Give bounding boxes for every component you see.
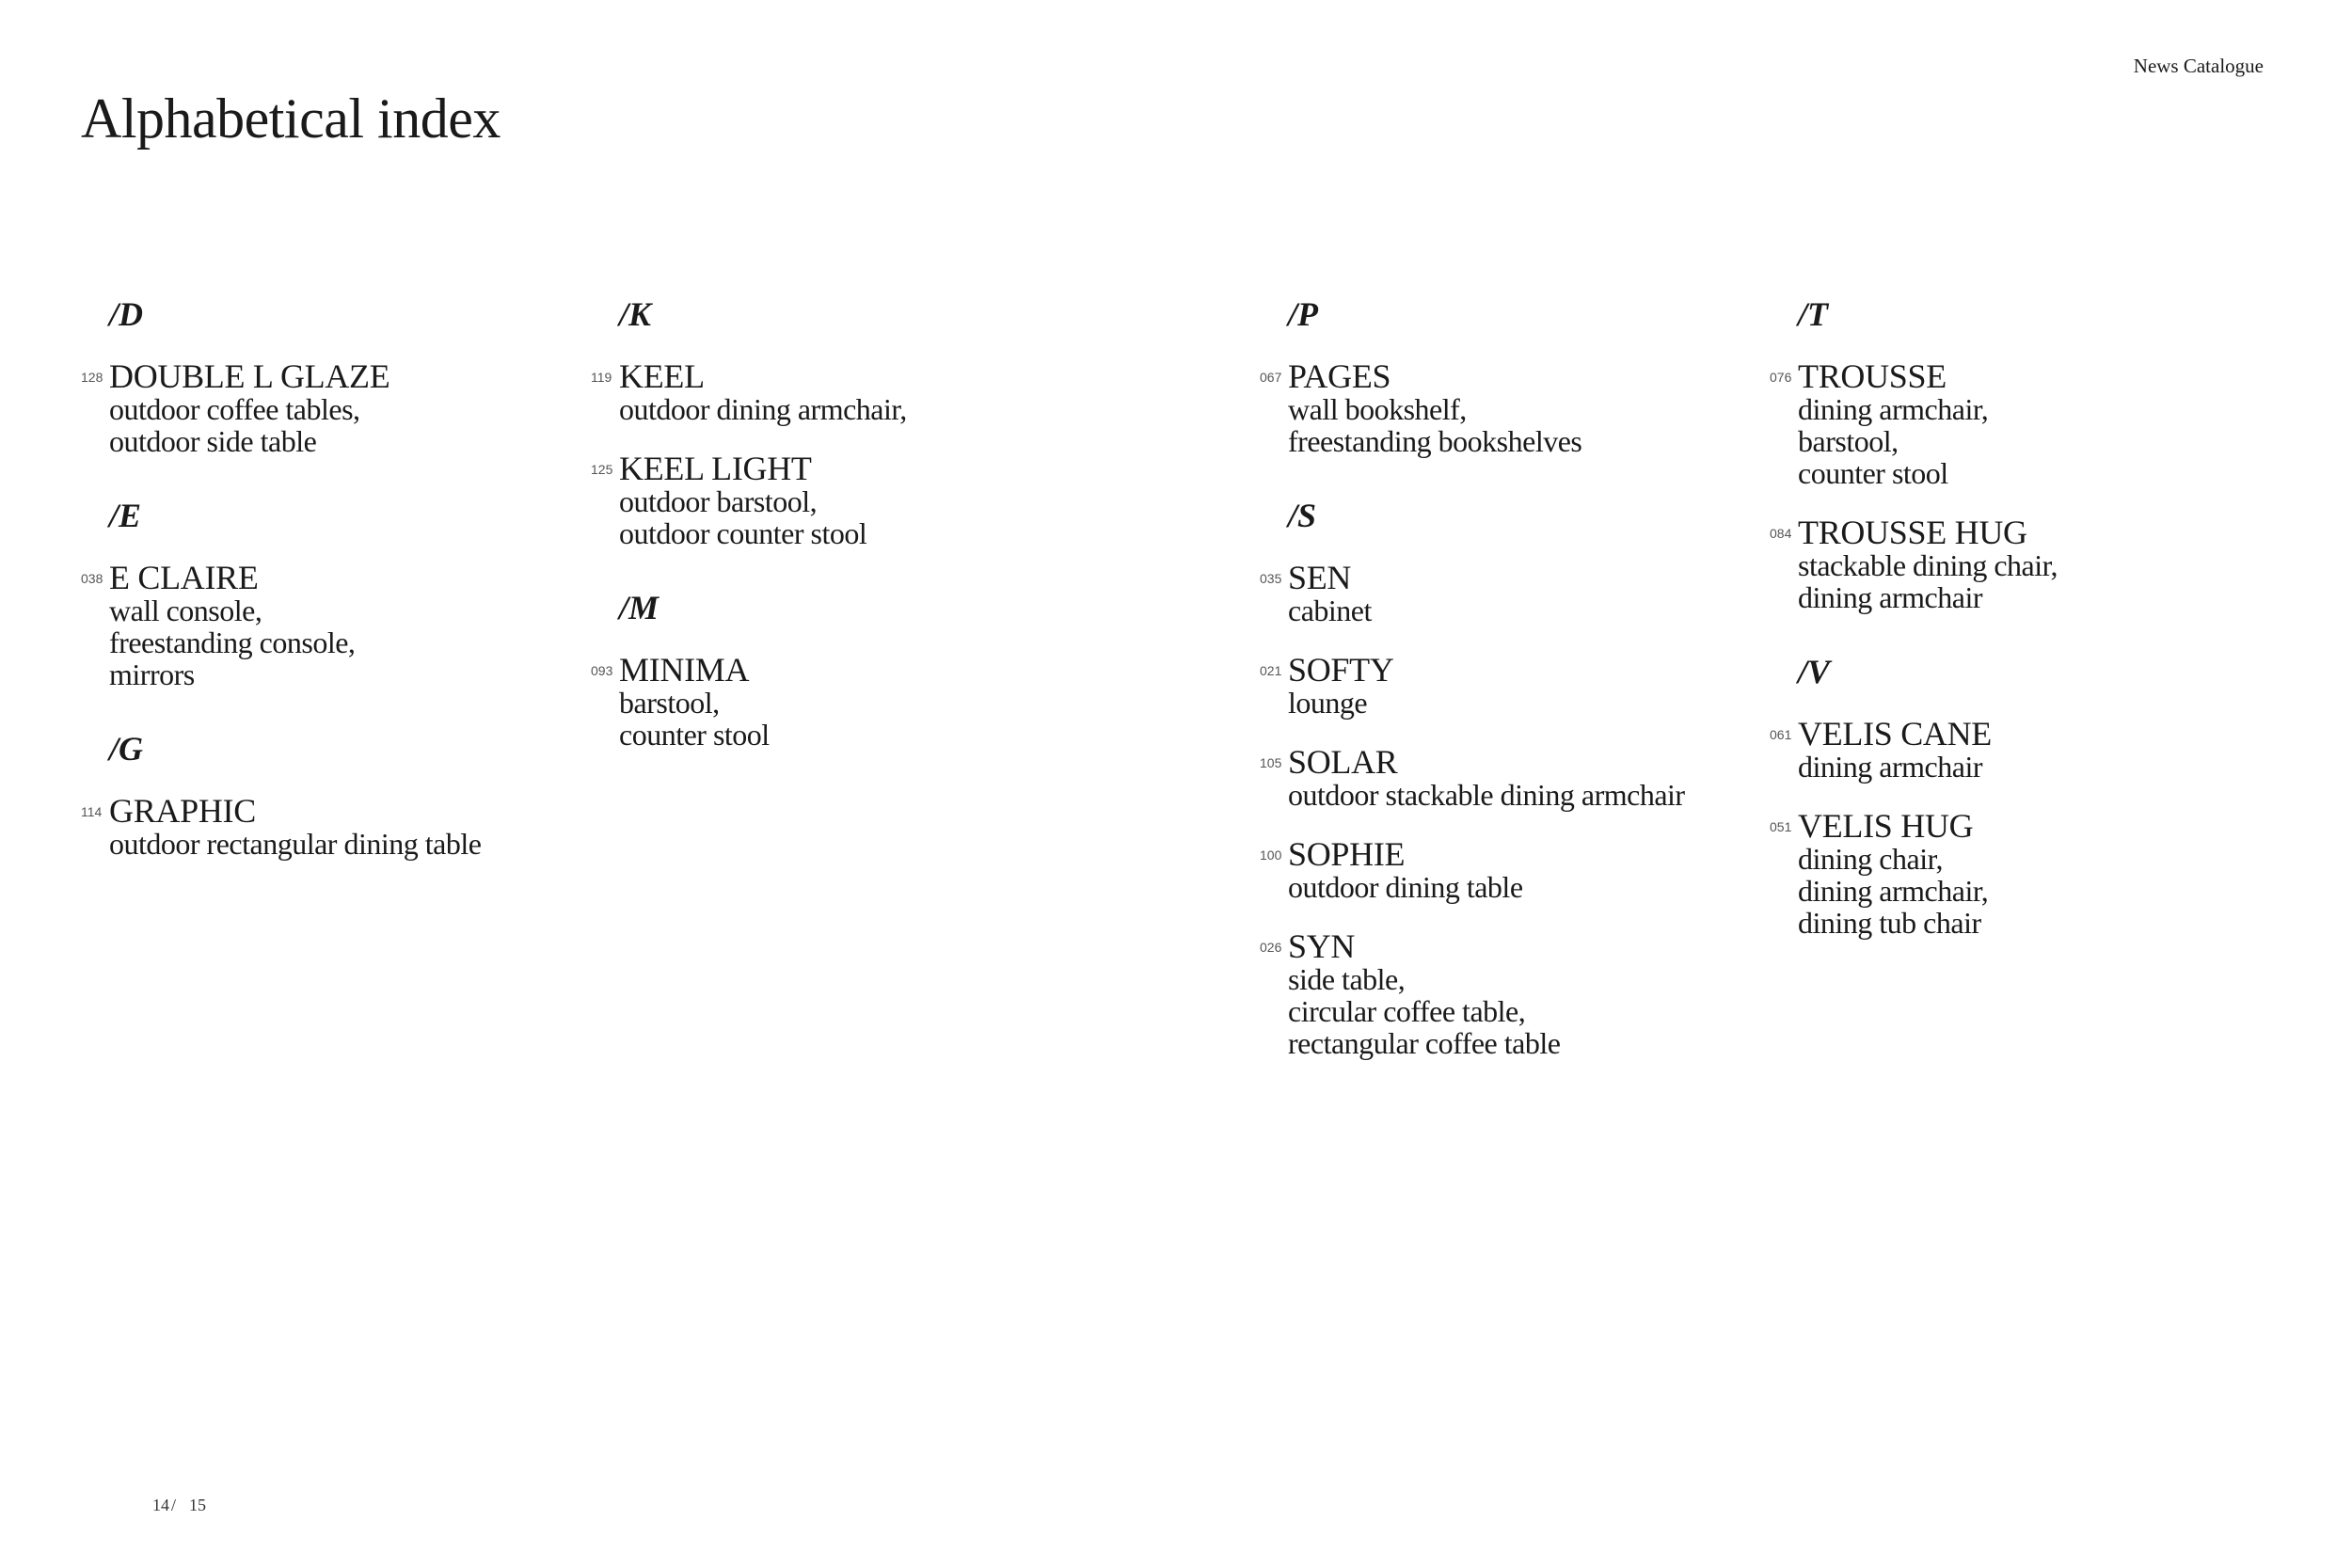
product-name: SEN [1288, 559, 1352, 596]
product-description [1288, 594, 1787, 626]
entry-page-number: 119 [591, 370, 612, 385]
letter-group [1260, 499, 1787, 1059]
entry-page-number: 125 [591, 462, 613, 477]
letter-heading: /K [619, 295, 652, 333]
letter-heading: /G [109, 730, 143, 768]
description-line: dining tub chair [1798, 906, 1981, 940]
index-entry [591, 451, 1118, 549]
product-description [109, 393, 608, 457]
index-entry [1770, 359, 2296, 489]
index-entry [1770, 717, 2296, 783]
description-line: side table, [1288, 962, 1406, 996]
description-line: rectangular coffee table [1288, 1026, 1561, 1060]
entry-page-number: 128 [81, 370, 103, 385]
product-description [619, 485, 1118, 549]
description-line: outdoor rectangular dining table [109, 827, 482, 861]
description-line: lounge [1288, 686, 1368, 720]
product-description [1288, 963, 1787, 1059]
letter-group [81, 732, 608, 860]
product-name: VELIS HUG [1798, 807, 1974, 845]
entry-page-number: 038 [81, 571, 103, 586]
description-line: barstool, [619, 686, 720, 720]
product-name: VELIS CANE [1798, 715, 1992, 752]
index-column-1 [81, 297, 608, 901]
entry-page-number: 067 [1260, 370, 1282, 385]
product-name: TROUSSE HUG [1798, 514, 2027, 551]
description-line: outdoor dining table [1288, 870, 1523, 904]
index-entry [1260, 653, 1787, 719]
product-name: KEEL [619, 357, 705, 395]
letter-group [81, 297, 608, 457]
letter-heading: /D [109, 295, 143, 333]
entry-page-number: 076 [1770, 370, 1792, 385]
description-line: cabinet [1288, 594, 1372, 627]
letter-group [591, 591, 1118, 751]
description-line: outdoor counter stool [619, 516, 867, 550]
description-line: outdoor stackable dining armchair [1288, 778, 1685, 812]
description-line: outdoor barstool, [619, 484, 818, 518]
entry-page-number: 061 [1770, 727, 1792, 742]
letter-heading: /P [1288, 295, 1318, 333]
entry-page-number: 035 [1260, 571, 1282, 586]
letter-heading: /S [1288, 497, 1317, 534]
entry-page-number: 093 [591, 663, 613, 678]
product-description [109, 828, 608, 860]
page-separator: / [171, 1496, 177, 1514]
entry-page-number: 084 [1770, 526, 1792, 541]
description-line: dining chair, [1798, 842, 1943, 876]
index-column-4 [1770, 297, 2296, 980]
letter-heading: /T [1798, 295, 1828, 333]
description-line: freestanding bookshelves [1288, 424, 1582, 458]
right-page-number: 15 [189, 1496, 207, 1514]
product-name: KEEL LIGHT [619, 450, 812, 487]
letter-group [1770, 655, 2296, 939]
letter-heading: /M [619, 589, 660, 626]
index-entry [81, 359, 608, 457]
left-page-number: 14 [152, 1496, 169, 1514]
entry-page-number: 105 [1260, 755, 1282, 770]
product-name: SOLAR [1288, 743, 1398, 781]
catalogue-label: News Catalogue [2133, 55, 2264, 77]
description-line: counter stool [1798, 456, 1948, 490]
product-name: E CLAIRE [109, 559, 259, 596]
description-line: barstool, [1798, 424, 1899, 458]
letter-group [1260, 297, 1787, 457]
product-description [109, 594, 608, 690]
product-description [1288, 871, 1787, 903]
product-name: PAGES [1288, 357, 1391, 395]
entry-page-number: 051 [1770, 819, 1792, 834]
product-name: DOUBLE L GLAZE [109, 357, 390, 395]
product-description [1798, 393, 2296, 489]
product-name: SOFTY [1288, 651, 1394, 689]
description-line: wall console, [109, 594, 262, 627]
index-entry [1260, 359, 1787, 457]
page-title: Alphabetical index [81, 87, 501, 150]
letter-group [81, 499, 608, 690]
product-name: MINIMA [619, 651, 750, 689]
product-description [1798, 843, 2296, 939]
description-line: wall bookshelf, [1288, 392, 1467, 426]
index-entry [1260, 561, 1787, 626]
description-line: circular coffee table, [1288, 994, 1526, 1028]
description-line: outdoor dining armchair, [619, 392, 907, 426]
product-name: SYN [1288, 927, 1356, 965]
product-description [1798, 751, 2296, 783]
index-entry [591, 653, 1118, 751]
index-entry [1260, 929, 1787, 1059]
page-numbers [152, 1497, 206, 1513]
description-line: dining armchair [1798, 580, 1982, 614]
index-entry [1260, 745, 1787, 811]
letter-group [1770, 297, 2296, 613]
index-entry [1770, 515, 2296, 613]
description-line: dining armchair [1798, 750, 1982, 784]
product-description [1288, 779, 1787, 811]
description-line: dining armchair, [1798, 874, 1989, 908]
product-name: SOPHIE [1288, 835, 1406, 873]
product-description [1288, 393, 1787, 457]
entry-page-number: 026 [1260, 940, 1282, 955]
entry-page-number: 021 [1260, 663, 1282, 678]
product-description [1288, 687, 1787, 719]
description-line: mirrors [109, 657, 195, 691]
index-column-3 [1260, 297, 1787, 1101]
letter-group [591, 297, 1118, 549]
product-description [1798, 549, 2296, 613]
description-line: counter stool [619, 718, 770, 752]
index-entry [81, 794, 608, 860]
description-line: dining armchair, [1798, 392, 1989, 426]
description-line: stackable dining chair, [1798, 548, 2058, 582]
product-description [619, 687, 1118, 751]
description-line: outdoor coffee tables, [109, 392, 360, 426]
description-line: freestanding console, [109, 626, 356, 659]
product-name: GRAPHIC [109, 792, 256, 830]
product-name: TROUSSE [1798, 357, 1947, 395]
letter-heading: /E [109, 497, 142, 534]
letter-heading: /V [1798, 653, 1831, 690]
entry-page-number: 100 [1260, 847, 1282, 863]
product-description [619, 393, 1118, 425]
index-entry [591, 359, 1118, 425]
index-entry [1770, 809, 2296, 939]
index-entry [1260, 837, 1787, 903]
index-column-2 [591, 297, 1118, 792]
description-line: outdoor side table [109, 424, 317, 458]
entry-page-number: 114 [81, 804, 103, 819]
index-entry [81, 561, 608, 690]
